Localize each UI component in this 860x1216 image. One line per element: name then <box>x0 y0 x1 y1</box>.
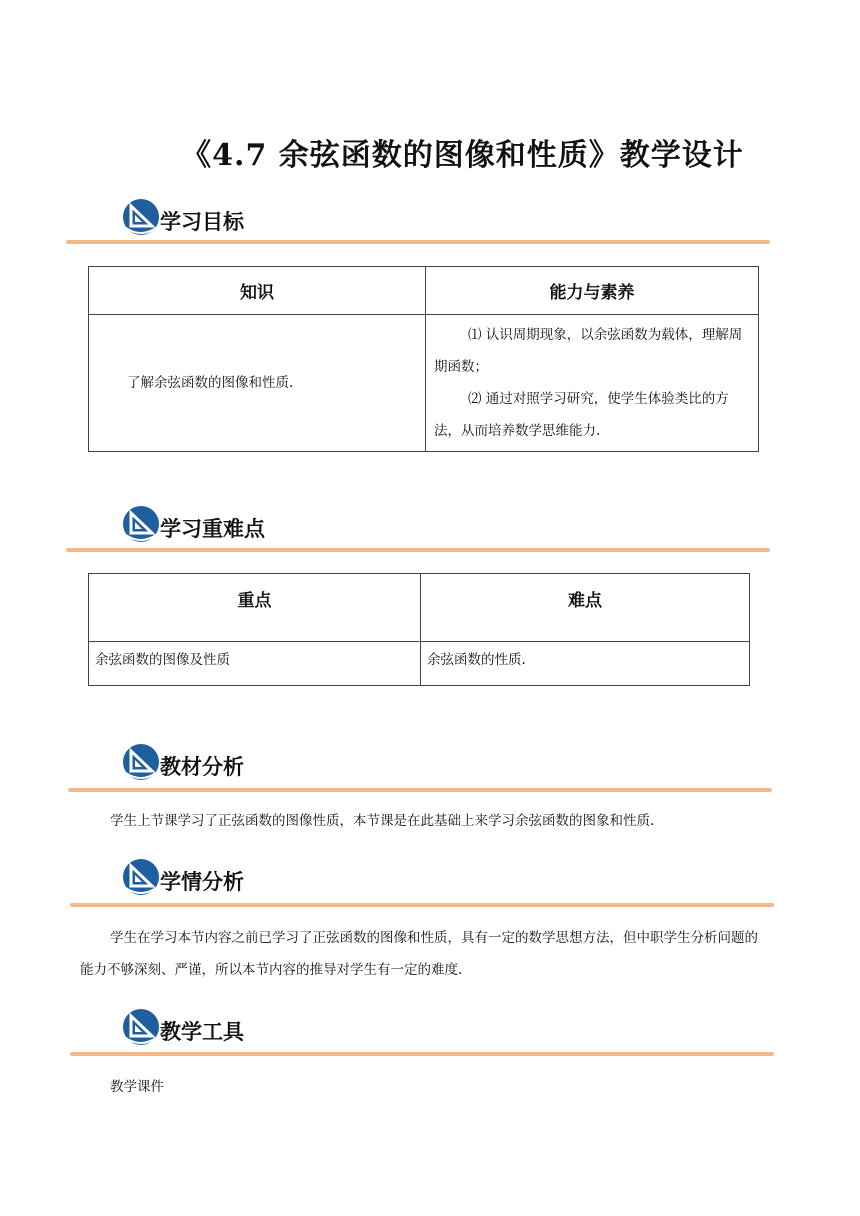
section-divider <box>70 903 774 907</box>
section-header-goals <box>118 198 778 242</box>
section-divider <box>66 240 770 244</box>
key-header-difficulty: 难点 <box>421 574 750 642</box>
section-title-learner: 学情分析 <box>160 870 244 894</box>
key-header-key: 重点 <box>89 574 421 642</box>
goals-table <box>88 266 759 452</box>
goals-knowledge-cell: 了解余弦函数的图像和性质. <box>89 315 426 452</box>
key-points-table <box>88 573 750 686</box>
section-header-tools <box>118 1008 778 1052</box>
ability-item-1: ⑴ 认识周期现象，以余弦函数为载体，理解周期函数； <box>434 327 743 375</box>
set-square-icon <box>122 1008 160 1046</box>
section-divider <box>70 1052 774 1056</box>
set-square-icon <box>122 198 160 236</box>
set-square-icon <box>122 505 160 543</box>
material-analysis-text: 学生上节课学习了正弦函数的图像性质，本节课是在此基础上来学习余弦函数的图象和性质. <box>110 813 655 829</box>
set-square-icon <box>122 858 160 896</box>
teaching-tools-text: 教学课件 <box>110 1079 164 1095</box>
goals-header-ability: 能力与素养 <box>426 267 759 315</box>
section-title-material: 教材分析 <box>160 755 244 779</box>
section-header-key-points <box>118 505 778 549</box>
section-header-learner <box>118 858 778 902</box>
ability-item-2: ⑵ 通过对照学习研究，使学生体验类比的方法，从而培养数学思维能力. <box>434 391 729 439</box>
section-divider <box>66 548 770 552</box>
difficulty-cell: 余弦函数的性质. <box>421 642 750 686</box>
learner-analysis-text: 学生在学习本节内容之前已学习了正弦函数的图像和性质，具有一定的数学思想方法，但中职学生分析问题的能力不够深刻、严谨，所以本节内容的推导对学生有一定的难度. <box>80 930 758 978</box>
section-title-key-points: 学习重难点 <box>160 517 265 541</box>
key-point-cell: 余弦函数的图像及性质 <box>89 642 421 686</box>
section-divider <box>68 788 772 792</box>
section-header-material <box>118 743 778 787</box>
section-title-tools: 教学工具 <box>160 1020 244 1044</box>
section-title-goals: 学习目标 <box>160 210 244 234</box>
goals-ability-cell <box>426 315 759 452</box>
set-square-icon <box>122 743 160 781</box>
document-title: 《4.7 余弦函数的图像和性质》教学设计 <box>181 138 744 173</box>
goals-header-knowledge: 知识 <box>89 267 426 315</box>
